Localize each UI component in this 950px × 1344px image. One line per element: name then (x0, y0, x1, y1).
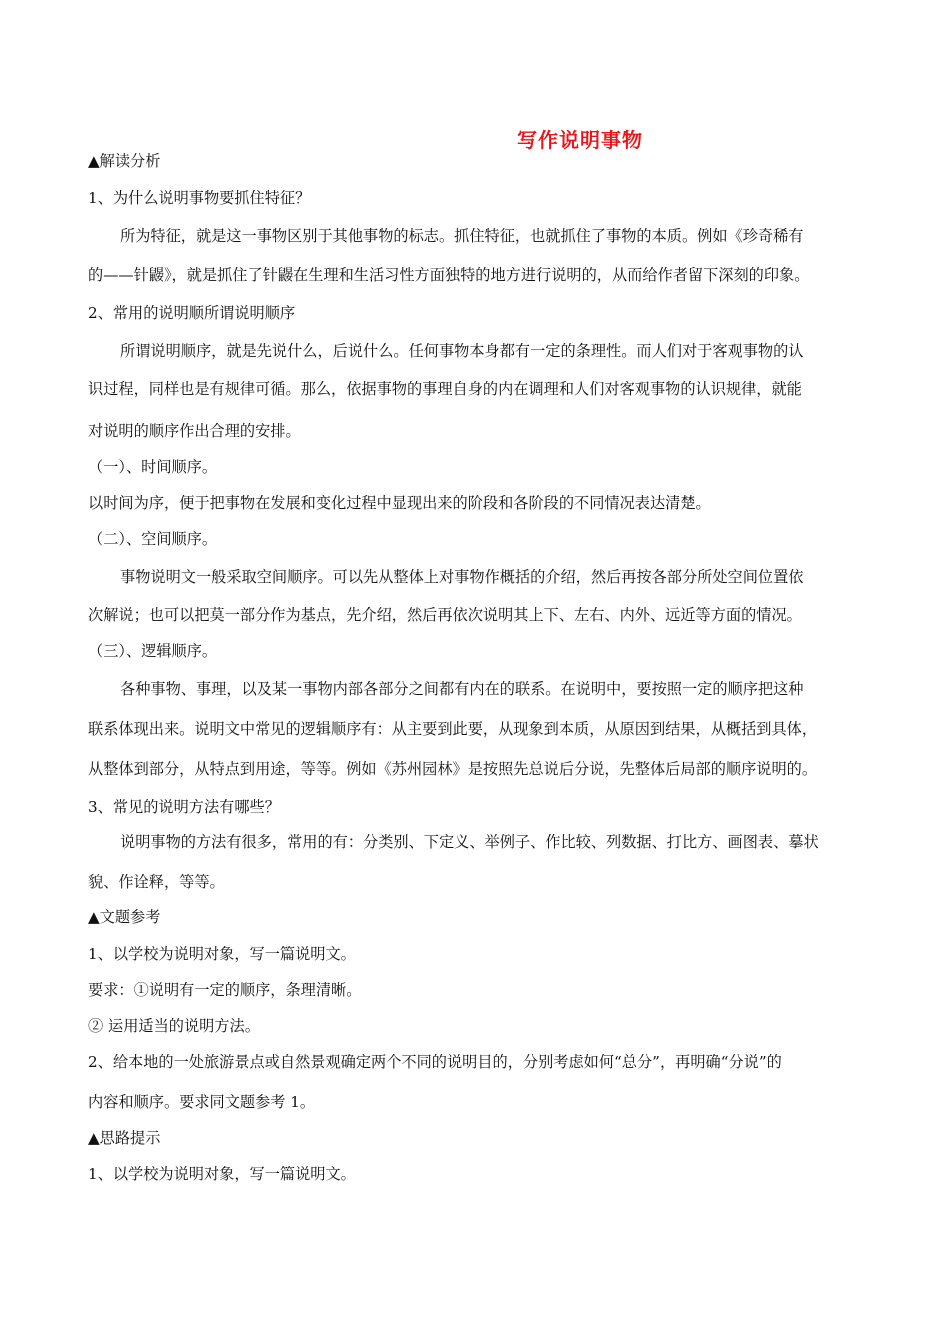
question-3: 3、常见的说明方法有哪些？ (88, 798, 280, 816)
section-heading-hints: ▲思路提示 (88, 1129, 161, 1147)
section-heading-topics: ▲文题参考 (88, 908, 161, 926)
paragraph-line: 各种事物、事理，以及某一事物内部各部分之间都有内在的联系。在说明中，要按照一定的顺序把这种 (120, 680, 804, 698)
paragraph-line: 从整体到部分，从特点到用途，等等。例如《苏州园林》是按照先总说后分说，先整体后局部的顺序说明的。 (88, 760, 817, 778)
paragraph-line: 说明事物的方法有很多，常用的有：分类别、下定义、举例子、作比较、列数据、打比方、画图表、摹状 (120, 833, 819, 851)
topic-1: 1、以学校为说明对象，写一篇说明文。 (88, 945, 356, 963)
paragraph-line: 次解说；也可以把莫一部分作为基点，先介绍，然后再依次说明其上下、左右、内外、远近等方面的情况。 (88, 606, 802, 624)
paragraph-line: 事物说明文一般采取空间顺序。可以先从整体上对事物作概括的介绍，然后再按各部分所处空间位置依 (120, 568, 804, 586)
requirement-line: 要求：①说明有一定的顺序，条理清晰。 (88, 981, 362, 999)
question-1: 1、为什么说明事物要抓住特征？ (88, 189, 311, 207)
paragraph-line: 所谓说明顺序，就是先说什么，后说什么。任何事物本身都有一定的条理性。而人们对于客观事物的认 (120, 342, 804, 360)
paragraph-line: 以时间为序，便于把事物在发展和变化过程中显现出来的阶段和各阶段的不同情况表达清楚。 (88, 494, 711, 512)
paragraph-line: 对说明的顺序作出合理的安排。 (88, 422, 301, 440)
paragraph-line: 的——针鼹》，就是抓住了针鼹在生理和生活习性方面独特的地方进行说明的，从而给作者留下深刻的印象。 (88, 266, 810, 284)
paragraph-line: 所为特征，就是这一事物区别于其他事物的标志。抓住特征，也就抓住了事物的本质。例如《珍奇稀有 (120, 227, 804, 245)
subheading-logic-order: （三）、逻辑顺序。 (88, 642, 218, 660)
requirement-line: ② 运用适当的说明方法。 (88, 1017, 260, 1035)
topic-2: 2、给本地的一处旅游景点或自然景观确定两个不同的说明目的，分别考虑如何“总分”，再明确“分说”的 (88, 1053, 782, 1071)
document-title: 写作说明事物 (517, 128, 643, 152)
subheading-space-order: （二）、空间顺序。 (88, 530, 218, 548)
section-heading-analysis: ▲解读分析 (88, 152, 161, 170)
paragraph-line: 识过程，同样也是有规律可循。那么，依据事物的事理自身的内在调理和人们对客观事物的认识规律，就能 (88, 380, 802, 398)
hint-1: 1、以学校为说明对象，写一篇说明文。 (88, 1165, 356, 1183)
subheading-time-order: （一）、时间顺序。 (88, 458, 218, 476)
paragraph-line: 内容和顺序。要求同文题参考 1。 (88, 1093, 316, 1111)
paragraph-line: 貌、作诠释，等等。 (88, 873, 225, 891)
question-2: 2、常用的说明顺所谓说明顺序 (88, 304, 296, 322)
paragraph-line: 联系体现出来。说明文中常见的逻辑顺序有：从主要到此要，从现象到本质，从原因到结果，从概括到具体， (88, 720, 817, 738)
